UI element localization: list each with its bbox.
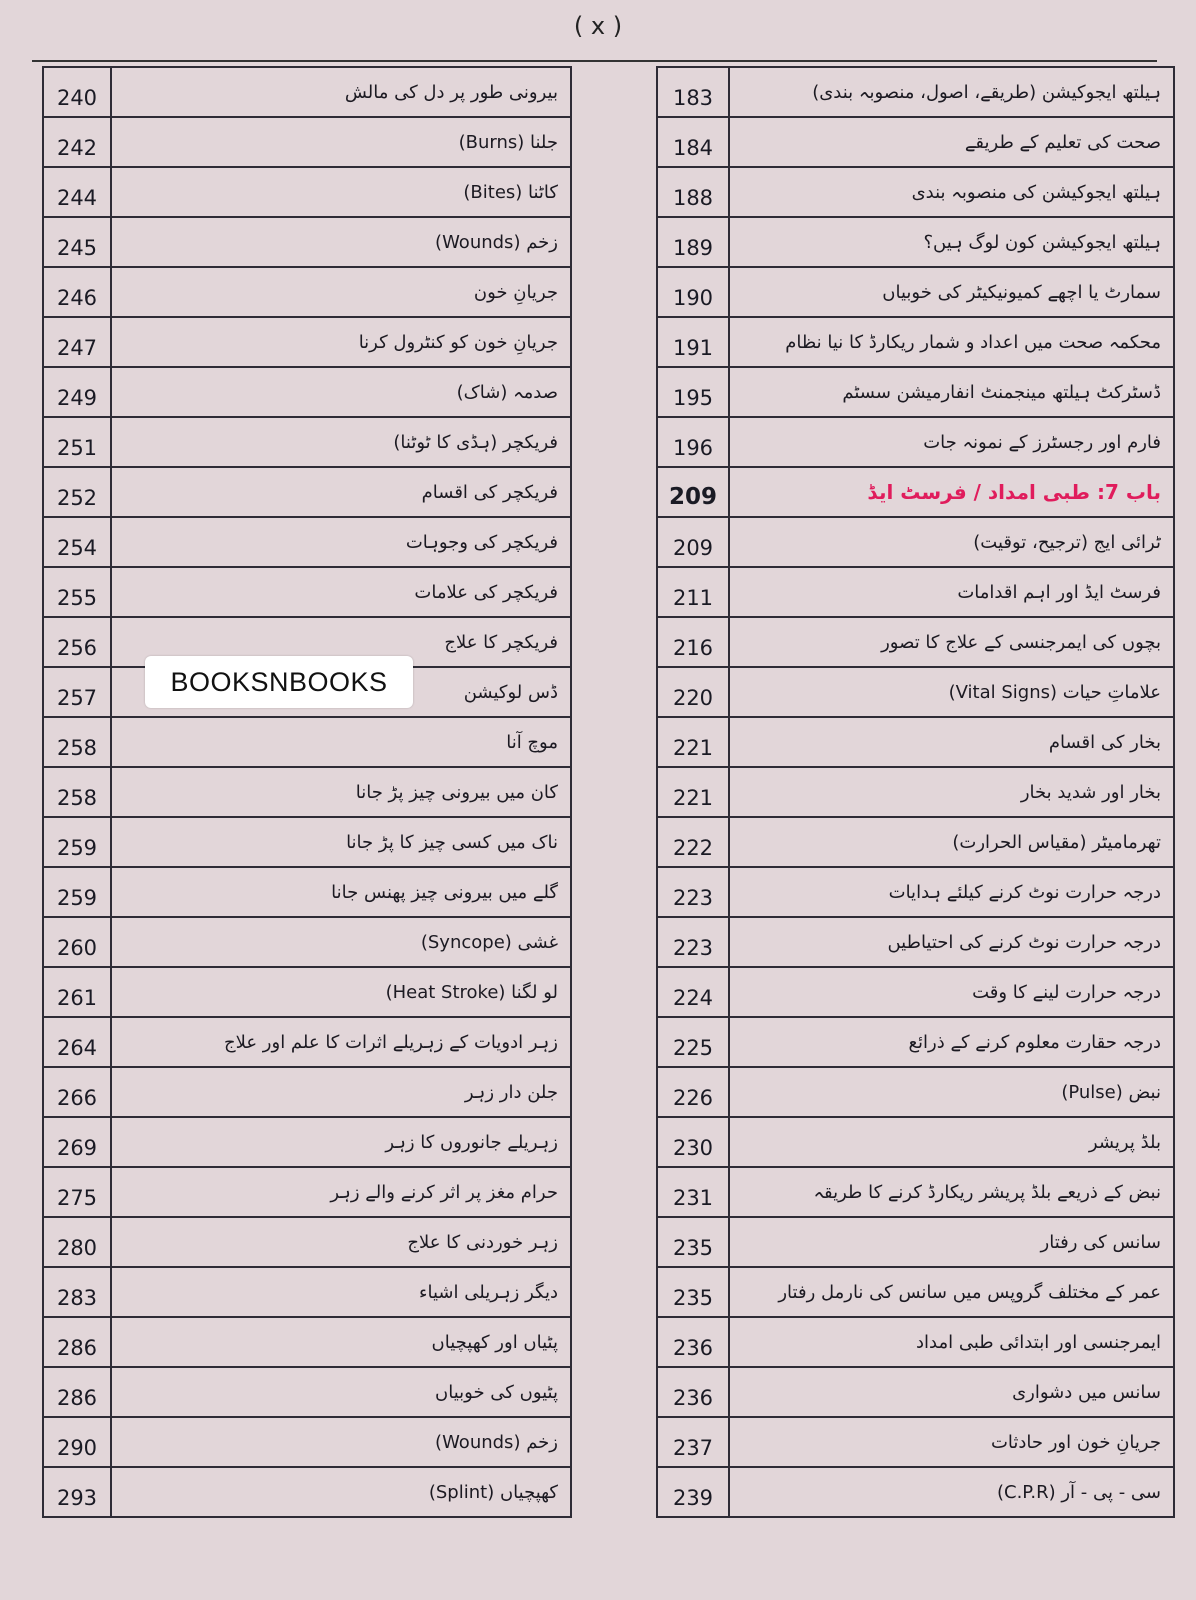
toc-page-number: 225	[658, 1018, 730, 1066]
toc-row	[658, 918, 1173, 968]
toc-row	[658, 1018, 1173, 1068]
toc-page-number: 239	[658, 1468, 730, 1516]
toc-entry-title: فریکچر کی وجوہات	[405, 531, 558, 553]
toc-row	[44, 868, 570, 918]
toc-row	[658, 1368, 1173, 1418]
toc-row	[658, 1268, 1173, 1318]
toc-page-number: 223	[658, 918, 730, 966]
toc-page-number: 184	[658, 118, 730, 166]
toc-entry-title: جریانِ خون کو کنٹرول کرنا	[358, 331, 558, 353]
toc-row	[658, 1218, 1173, 1268]
toc-entry-title: فارم اور رجسٹرز کے نمونہ جات	[923, 431, 1161, 453]
toc-entry-title: غشی (Syncope)	[420, 931, 558, 953]
toc-row	[44, 368, 570, 418]
toc-row	[658, 118, 1173, 168]
toc-page-number: 260	[44, 918, 112, 966]
toc-row	[44, 1218, 570, 1268]
toc-row	[658, 268, 1173, 318]
toc-page-number: 275	[44, 1168, 112, 1216]
toc-row	[44, 1368, 570, 1418]
toc-entry-title: کان میں بیرونی چیز پڑ جانا	[355, 781, 558, 803]
toc-row	[658, 518, 1173, 568]
toc-page-number: 236	[658, 1318, 730, 1366]
toc-row	[44, 268, 570, 318]
toc-entry-title: فرسٹ ایڈ اور اہم اقدامات	[957, 581, 1161, 603]
toc-row	[44, 418, 570, 468]
toc-entry-title: جلنا (Burns)	[458, 131, 558, 153]
toc-entry-title: ہیلتھ ایجوکیشن کی منصوبہ بندی	[911, 181, 1161, 203]
toc-page-number: 269	[44, 1118, 112, 1166]
toc-row	[658, 418, 1173, 468]
toc-row	[44, 1118, 570, 1168]
toc-row	[658, 318, 1173, 368]
toc-page-number: 183	[658, 68, 730, 116]
toc-row	[44, 318, 570, 368]
toc-entry-title: جلن دار زہر	[464, 1081, 558, 1103]
toc-page-number: 283	[44, 1268, 112, 1316]
toc-row	[658, 1468, 1173, 1518]
toc-entry-title: کاٹنا (Bites)	[463, 181, 558, 203]
toc-entry-title: محکمہ صحت میں اعداد و شمار ریکارڈ کا نیا نظام	[785, 331, 1161, 353]
toc-row	[44, 118, 570, 168]
toc-page-number: 188	[658, 168, 730, 216]
toc-page-number: 191	[658, 318, 730, 366]
toc-page-number: 245	[44, 218, 112, 266]
toc-entry-title: موچ آنا	[506, 731, 558, 753]
toc-row	[44, 818, 570, 868]
toc-entry-title: زخم (Wounds)	[435, 231, 558, 253]
toc-entry-title: بیرونی طور پر دل کی مالش	[344, 81, 558, 103]
toc-entry-title: ٹرائی ایج (ترجیح، توقیت)	[973, 531, 1161, 553]
toc-entry-title: بخار کی اقسام	[1048, 731, 1161, 753]
toc-entry-title: صحت کی تعلیم کے طریقے	[964, 131, 1161, 153]
toc-page-number: 224	[658, 968, 730, 1016]
toc-page-number: 220	[658, 668, 730, 716]
toc-page-number: 216	[658, 618, 730, 666]
toc-entry-title: دیگر زہریلی اشیاء	[419, 1281, 558, 1303]
toc-entry-title: کھپچیاں (Splint)	[428, 1481, 558, 1503]
chapter-title: باب 7: طبی امداد / فرسٹ ایڈ	[867, 480, 1161, 504]
toc-page-number: 190	[658, 268, 730, 316]
toc-entry-title: زہریلے جانوروں کا زہر	[385, 1131, 558, 1153]
toc-page-number: 236	[658, 1368, 730, 1416]
toc-row	[658, 218, 1173, 268]
toc-page-number: 244	[44, 168, 112, 216]
toc-entry-title: درجہ حقارت معلوم کرنے کے ذرائع	[908, 1031, 1161, 1053]
toc-entry-title: تھرمامیٹر (مقیاس الحرارت)	[952, 831, 1161, 853]
toc-page-number: 251	[44, 418, 112, 466]
chapter-heading-row	[658, 468, 1173, 518]
toc-row	[658, 1068, 1173, 1118]
toc-page-number: 255	[44, 568, 112, 616]
toc-row	[658, 668, 1173, 718]
toc-page-number: 256	[44, 618, 112, 666]
toc-entry-title: سی - پی - آر (C.P.R)	[996, 1481, 1161, 1503]
toc-entry-title: گلے میں بیرونی چیز پھنس جانا	[331, 881, 558, 903]
toc-row	[658, 1168, 1173, 1218]
toc-page-number: 237	[658, 1418, 730, 1466]
toc-entry-title: درجہ حرارت نوٹ کرنے کیلئے ہدایات	[888, 881, 1161, 903]
toc-entry-title: ناک میں کسی چیز کا پڑ جانا	[346, 831, 558, 853]
toc-entry-title: ہیلتھ ایجوکیشن کون لوگ ہیں؟	[923, 231, 1161, 253]
toc-row	[44, 768, 570, 818]
toc-entry-title: لو لگنا (Heat Stroke)	[385, 981, 558, 1003]
toc-row	[44, 1168, 570, 1218]
toc-entry-title: بخار اور شدید بخار	[1020, 781, 1161, 803]
toc-entry-title: پٹیوں کی خوبیاں	[435, 1381, 558, 1403]
toc-page-number: 252	[44, 468, 112, 516]
toc-entry-title: ہیلتھ ایجوکیشن (طریقے، اصول، منصوبہ بندی)	[812, 81, 1161, 103]
toc-entry-title: زخم (Wounds)	[435, 1431, 558, 1453]
toc-page-number: 209	[658, 518, 730, 566]
toc-entry-title: نبض کے ذریعے بلڈ پریشر ریکارڈ کرنے کا طریقہ	[813, 1181, 1161, 1203]
toc-row	[658, 618, 1173, 668]
toc-page-number: 293	[44, 1468, 112, 1516]
toc-entry-title: حرام مغز پر اثر کرنے والے زہر	[330, 1181, 558, 1203]
toc-entry-title: علاماتِ حیات (Vital Signs)	[948, 681, 1161, 703]
toc-entry-title: عمر کے مختلف گروپس میں سانس کی نارمل رفتار	[778, 1281, 1161, 1303]
toc-page-number: 195	[658, 368, 730, 416]
toc-entry-title: جریانِ خون	[473, 281, 558, 303]
toc-page-number: 258	[44, 718, 112, 766]
toc-entry-title: فریکچر کا علاج	[444, 631, 558, 653]
toc-page-number: 254	[44, 518, 112, 566]
toc-page-number: 242	[44, 118, 112, 166]
toc-page-number: 266	[44, 1068, 112, 1116]
toc-page-number: 223	[658, 868, 730, 916]
toc-entry-title: پٹیاں اور کھپچیاں	[431, 1331, 558, 1353]
toc-row	[44, 68, 570, 118]
toc-page-number: 286	[44, 1318, 112, 1366]
toc-table-left	[42, 66, 572, 1518]
toc-page-number: 235	[658, 1218, 730, 1266]
toc-page-number: 280	[44, 1218, 112, 1266]
toc-row	[658, 368, 1173, 418]
toc-page-number: 257	[44, 668, 112, 716]
toc-page-number: 230	[658, 1118, 730, 1166]
toc-row	[658, 568, 1173, 618]
toc-entry-title: درجہ حرارت لینے کا وقت	[972, 981, 1161, 1003]
toc-entry-title: سمارٹ یا اچھے کمیونیکیٹر کی خوبیاں	[882, 281, 1161, 303]
toc-entry-title: زہر ادویات کے زہریلے اثرات کا علم اور علاج	[223, 1031, 558, 1053]
top-rule	[32, 60, 1157, 62]
toc-page-number: 259	[44, 868, 112, 916]
toc-row	[658, 1418, 1173, 1468]
toc-entry-title: نبض (Pulse)	[1061, 1081, 1161, 1103]
toc-page-number: 264	[44, 1018, 112, 1066]
toc-entry-title: ڈسٹرکٹ ہیلتھ مینجمنٹ انفارمیشن سسٹم	[842, 381, 1161, 403]
toc-row	[44, 918, 570, 968]
toc-entry-title: بچوں کی ایمرجنسی کے علاج کا تصور	[881, 631, 1161, 653]
toc-entry-title: درجہ حرارت نوٹ کرنے کی احتیاطیں	[887, 931, 1161, 953]
toc-row	[658, 68, 1173, 118]
toc-row	[44, 968, 570, 1018]
toc-row	[44, 1318, 570, 1368]
toc-row	[658, 968, 1173, 1018]
toc-row	[44, 468, 570, 518]
toc-row	[44, 1018, 570, 1068]
toc-entry-title: فریکچر کی اقسام	[421, 481, 558, 503]
toc-entry-title: فریکچر (ہڈی کا ٹوٹنا)	[393, 431, 558, 453]
toc-row	[658, 1318, 1173, 1368]
toc-page-number: 189	[658, 218, 730, 266]
toc-row	[44, 518, 570, 568]
toc-entry-title: سانس کی رفتار	[1040, 1231, 1161, 1253]
toc-table-right	[656, 66, 1175, 1518]
toc-row	[44, 168, 570, 218]
toc-page-number: 240	[44, 68, 112, 116]
toc-page-number: 211	[658, 568, 730, 616]
toc-entry-title: ڈس لوکیشن	[463, 681, 558, 703]
toc-row	[658, 818, 1173, 868]
toc-page-number: 235	[658, 1268, 730, 1316]
toc-entry-title: سانس میں دشواری	[1012, 1381, 1161, 1403]
toc-row	[44, 1468, 570, 1518]
toc-row	[44, 568, 570, 618]
toc-page-number: 261	[44, 968, 112, 1016]
toc-row	[44, 1068, 570, 1118]
toc-page-number: 221	[658, 768, 730, 816]
toc-row	[658, 868, 1173, 918]
toc-page-number: 209	[658, 468, 730, 516]
toc-page-number: 247	[44, 318, 112, 366]
toc-entry-title: فریکچر کی علامات	[414, 581, 558, 603]
toc-entry-title: زہر خوردنی کا علاج	[407, 1231, 558, 1253]
toc-entry-title: بلڈ پریشر	[1088, 1131, 1161, 1153]
toc-page-number: 231	[658, 1168, 730, 1216]
toc-page-number: 259	[44, 818, 112, 866]
toc-page-number: 258	[44, 768, 112, 816]
toc-page-number: 290	[44, 1418, 112, 1466]
toc-page-number: 221	[658, 718, 730, 766]
toc-page-number: 196	[658, 418, 730, 466]
toc-page-number: 246	[44, 268, 112, 316]
toc-entry-title: ایمرجنسی اور ابتدائی طبی امداد	[915, 1331, 1161, 1353]
toc-row	[44, 1418, 570, 1468]
toc-entry-title: صدمہ (شاک)	[456, 381, 558, 403]
toc-page-number: 249	[44, 368, 112, 416]
toc-row	[658, 768, 1173, 818]
toc-page-number: 286	[44, 1368, 112, 1416]
toc-row	[44, 1268, 570, 1318]
toc-row	[658, 718, 1173, 768]
toc-page-number: 226	[658, 1068, 730, 1116]
page-number: ( x )	[573, 12, 623, 40]
toc-entry-title: جریانِ خون اور حادثات	[990, 1431, 1161, 1453]
watermark-label: BOOKSNBOOKS	[145, 656, 413, 708]
toc-row	[658, 1118, 1173, 1168]
toc-row	[44, 718, 570, 768]
toc-page-number: 222	[658, 818, 730, 866]
toc-row	[658, 168, 1173, 218]
toc-row	[44, 218, 570, 268]
